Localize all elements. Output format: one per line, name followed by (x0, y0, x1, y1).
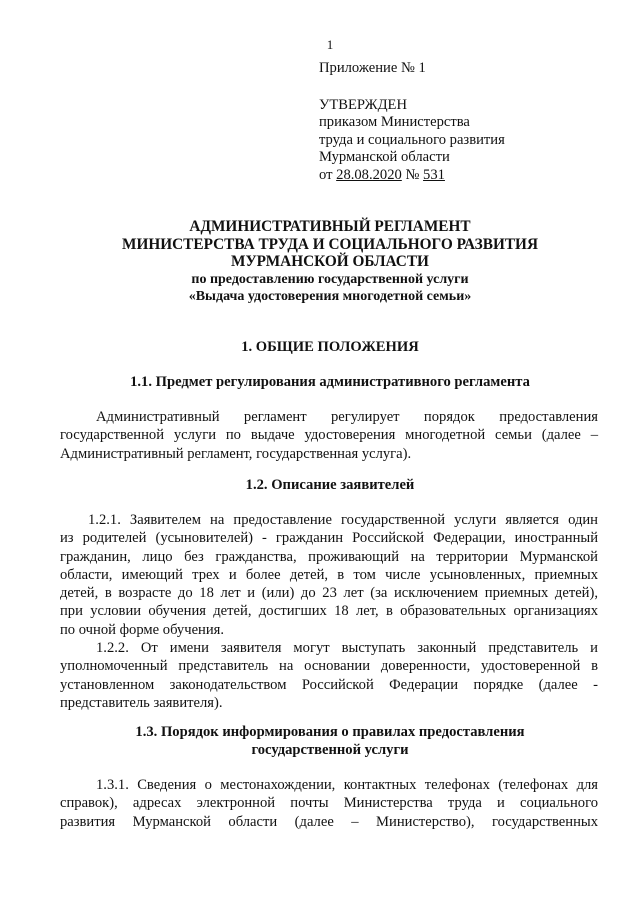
document-title (60, 218, 600, 306)
paragraph-line: по очной форме обучения. (60, 621, 225, 638)
paragraph-line: развития Мурманской области (далее – Министерство), государственных (60, 813, 598, 830)
paragraph-1-2-2 (60, 639, 598, 712)
paragraph-line: из родителей (усыновителей) - гражданин Российской Федерации, иностранный (60, 530, 598, 547)
subsection-1-3-heading (60, 724, 600, 759)
paragraph-line: области, имеющий трех и более детей, в том числе усыновленных, приемных (60, 566, 598, 583)
paragraph-line: государственной услуги по выдаче удостоверения многодетной семьи (далее – (60, 427, 598, 444)
paragraph-1-1 (60, 408, 598, 463)
paragraph-line: 1.2.2. От имени заявителя могут выступать законный представитель и (96, 640, 598, 656)
subsection-1-2-heading: 1.2. Описание заявителей (245, 477, 415, 493)
title-line-4: по предоставлению государственной услуги (191, 271, 469, 287)
paragraph-line: справок), адресах электронной почты Министерства труда и социального (60, 795, 598, 812)
subsection-1-1-heading: 1.1. Предмет регулирования административного регламента (130, 374, 530, 390)
order-date-line (319, 167, 619, 185)
paragraph-line: детей, в возрасте до 18 лет и (или) до 23 лет (за исключением приемных детей), (60, 585, 598, 602)
order-date: 28.08.2020 (336, 166, 402, 183)
subsection-1-3-heading-line-2: государственной услуги (251, 741, 409, 758)
order-label: приказом Министерства (319, 114, 470, 130)
appendix-label: Приложение № 1 (319, 60, 426, 76)
ministry-label: труда и социального развития (319, 131, 505, 148)
section-1-heading: 1. ОБЩИЕ ПОЛОЖЕНИЯ (241, 339, 419, 355)
number-prefix: № (401, 166, 424, 183)
paragraph-line: установленном законодательством Российской Федерации порядке (далее - (60, 676, 598, 693)
date-prefix: от (319, 166, 337, 183)
paragraph-line: представитель заявителя). (60, 694, 223, 711)
approved-label: УТВЕРЖДЕН (319, 96, 407, 113)
paragraph-line: уполномоченный представитель на основании доверенности, удостоверенной в (60, 658, 598, 675)
approval-block (319, 60, 619, 184)
paragraph-line: 1.3.1. Сведения о местонахождении, контактных телефонах (телефонах для (96, 777, 598, 793)
paragraph-line: при условии обучения детей, достигших 18 лет, в образовательных организациях (60, 603, 598, 620)
title-line-1: АДМИНИСТРАТИВНЫЙ РЕГЛАМЕНТ (189, 218, 471, 235)
paragraph-line: гражданин, лицо без гражданства, проживающий на территории Мурманской (60, 548, 598, 565)
region-label: Мурманской области (319, 149, 450, 165)
page-number: 1 (326, 37, 334, 52)
paragraph-1-2-1 (60, 511, 598, 639)
title-line-2: МИНИСТЕРСТВА ТРУДА И СОЦИАЛЬНОГО РАЗВИТИЯ (122, 235, 538, 253)
paragraph-1-3-1 (60, 776, 598, 831)
paragraph-line: 1.2.1. Заявителем на предоставление государственной услуги является один (88, 512, 598, 528)
subsection-1-3-heading-line-1: 1.3. Порядок информирования о правилах предоставления (135, 724, 525, 740)
paragraph-line: Административный регламент, государственная услуга). (60, 445, 412, 462)
title-line-3: МУРМАНСКОЙ ОБЛАСТИ (231, 253, 429, 270)
order-number: 531 (423, 166, 445, 183)
title-line-5: «Выдача удостоверения многодетной семьи» (188, 289, 472, 304)
paragraph-line: Административный регламент регулирует порядок предоставления (96, 409, 598, 425)
